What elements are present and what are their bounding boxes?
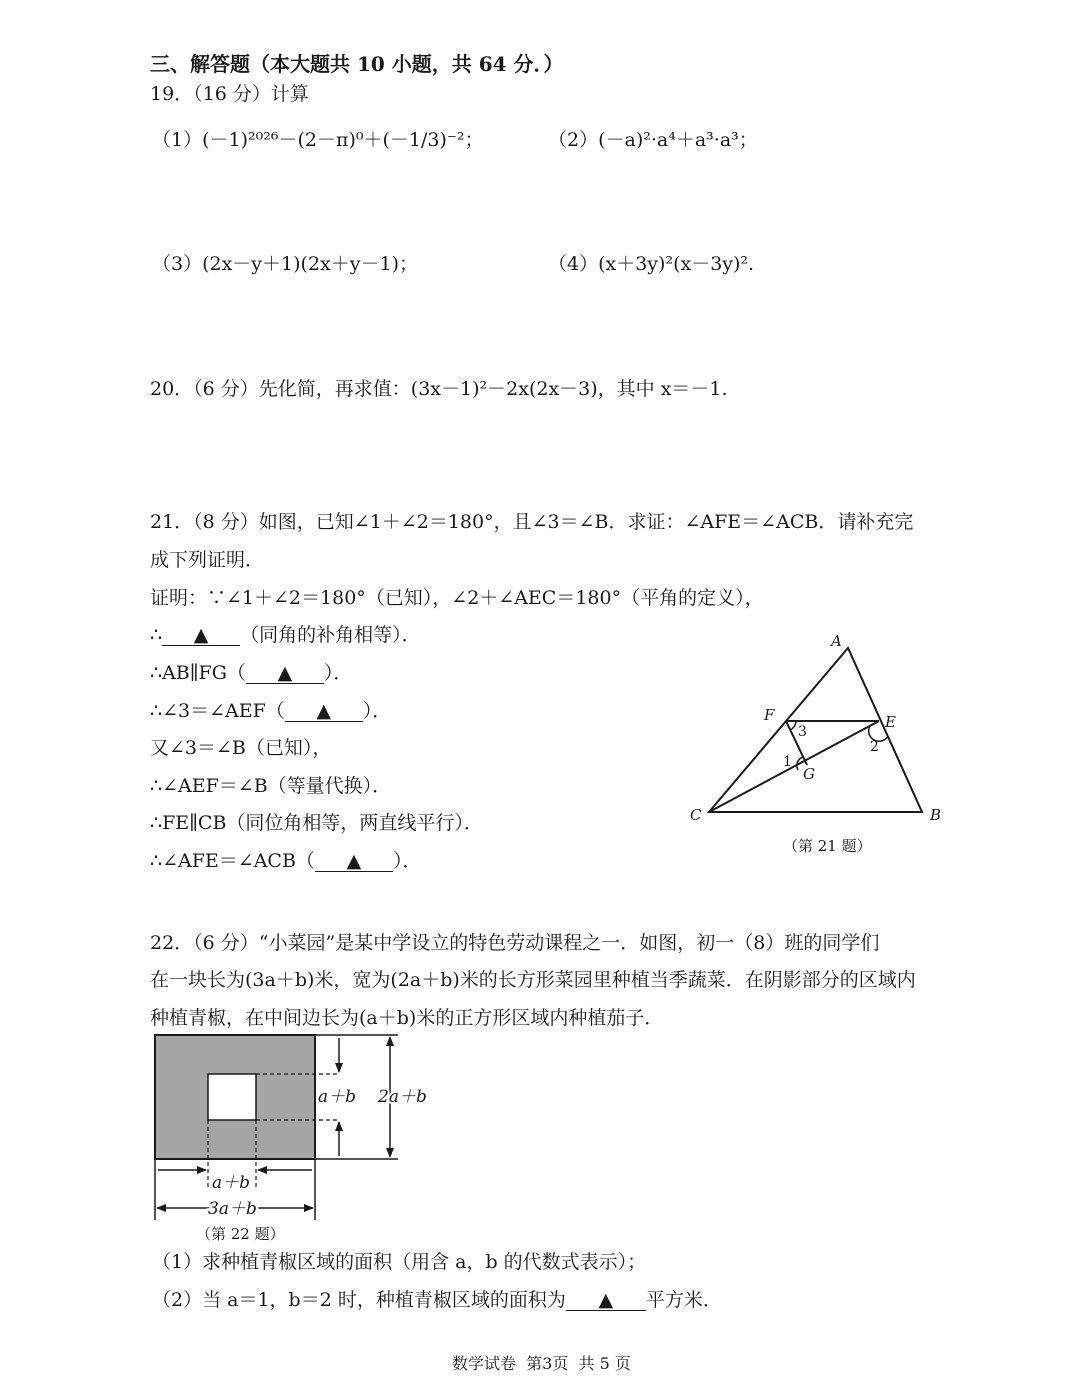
proof-suffix: （同角的补角相等）． — [240, 624, 421, 646]
label-g: G — [803, 765, 815, 783]
q22-figure-caption: （第 22 题） — [196, 1225, 285, 1243]
dim-width: 3a＋b — [208, 1199, 257, 1219]
label-angle-3: 3 — [798, 724, 807, 740]
q21-proof-line8 — [150, 849, 421, 873]
q21-proof-line6: ∴∠AEF＝∠B（等量代换）． — [150, 775, 392, 797]
q19-part2: （2）(－a)²·a⁴＋a³·a³； — [548, 129, 758, 151]
q19-title: 19．（16 分）计算 — [150, 83, 309, 105]
q22-sub2 — [152, 1288, 722, 1312]
answer-blank[interactable]: ▲ — [285, 701, 363, 722]
q21-proof-line4 — [150, 699, 391, 723]
proof-prefix: ∴AB∥FG（ — [150, 662, 246, 684]
angle-arc-3 — [790, 721, 796, 730]
dim-square-horizontal: a＋b — [212, 1173, 251, 1193]
label-e: E — [885, 713, 896, 731]
q21-line1: 21．（8 分）如图，已知∠1＋∠2＝180°，且∠3＝∠B．求证：∠AFE＝∠ACB．请补充完 — [150, 511, 914, 533]
dim-square-vertical: a＋b — [318, 1087, 357, 1107]
q20-text: 20．（6 分）先化简，再求值：(3x－1)²－2x(2x－3)，其中 x＝－1. — [150, 378, 728, 400]
q19-part4: （4）(x＋3y)²(x－3y)². — [548, 253, 755, 275]
q21-figure-caption: （第 21 题） — [783, 837, 872, 855]
sub2-prefix: （2）当 a＝1，b＝2 时，种植青椒区域的面积为 — [152, 1289, 566, 1311]
q21-proof-line7: ∴FE∥CB（同位角相等，两直线平行）． — [150, 812, 483, 834]
q21-line2: 成下列证明． — [150, 549, 265, 571]
q19-part3: （3）(2x－y＋1)(2x＋y－1)； — [152, 253, 418, 275]
q22-sub1: （1）求种植青椒区域的面积（用含 a，b 的代数式表示）； — [152, 1251, 647, 1273]
proof-suffix: ）． — [392, 850, 422, 872]
proof-suffix: ）． — [362, 700, 392, 722]
q21-proof-line1: 证明：∵∠1＋∠2＝180°（已知），∠2＋∠AEC＝180°（平角的定义）， — [150, 587, 764, 609]
q22-garden-figure — [145, 1028, 445, 1248]
proof-prefix: ∴ — [150, 624, 163, 646]
segment-ce — [709, 721, 879, 812]
proof-prefix: ∴∠AFE＝∠ACB（ — [150, 850, 315, 872]
q19-part1: （1）(－1)²⁰²⁶－(2－π)⁰＋(－1/3)⁻²； — [152, 129, 484, 151]
answer-blank[interactable]: ▲ — [315, 851, 393, 872]
dim-height: 2a＋b — [378, 1087, 427, 1107]
answer-blank[interactable]: ▲ — [566, 1290, 646, 1311]
label-a: A — [831, 632, 842, 650]
answer-blank[interactable]: ▲ — [246, 663, 324, 684]
q21-proof-line5: 又∠3＝∠B（已知）， — [150, 737, 332, 759]
q21-proof-line3 — [150, 661, 352, 685]
q21-triangle-figure — [680, 625, 960, 865]
label-b: B — [930, 806, 942, 824]
proof-prefix: ∴∠3＝∠AEF（ — [150, 700, 285, 722]
sub2-suffix: 平方米． — [645, 1289, 722, 1311]
q22-line3: 种植青椒，在中间边长为(a＋b)米的正方形区域内种植茄子． — [150, 1007, 664, 1029]
q22-line2: 在一块长为(3a＋b)米，宽为(2a＋b)米的长方形菜园里种植当季蔬菜．在阴影部分的区域内 — [150, 969, 916, 991]
label-c: C — [690, 806, 702, 824]
label-f: F — [764, 706, 775, 724]
section-heading: 三、解答题（本大题共 10 小题，共 64 分．） — [150, 52, 564, 76]
page-footer: 数学试卷 第3页 共 5 页 — [452, 1354, 631, 1373]
label-angle-1: 1 — [783, 754, 792, 770]
q22-line1: 22．（6 分）“小菜园”是某中学设立的特色劳动课程之一．如图，初一（8）班的同学们 — [150, 932, 880, 954]
label-angle-2: 2 — [870, 739, 879, 755]
q21-proof-line2 — [150, 623, 421, 647]
proof-suffix: ）． — [323, 662, 353, 684]
answer-blank[interactable]: ▲ — [162, 625, 240, 646]
eggplant-square — [208, 1074, 256, 1120]
